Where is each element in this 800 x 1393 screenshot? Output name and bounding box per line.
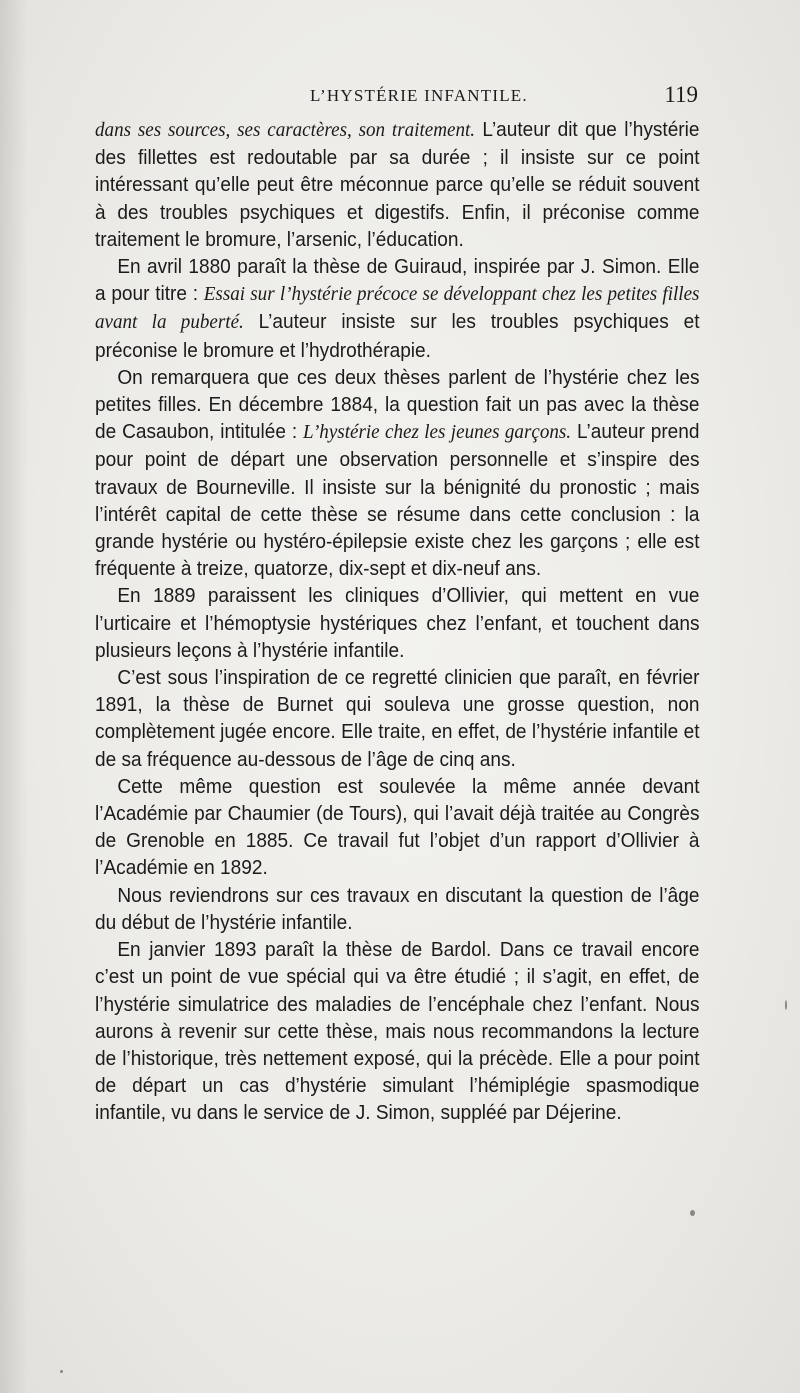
paragraph bbox=[95, 582, 700, 664]
paragraph bbox=[95, 253, 700, 364]
paper-speck bbox=[60, 1370, 63, 1373]
text-run: En 1889 paraissent les cliniques d’Ollivier, qui mettent en vue l’urticaire et l’hémoptysie hystériques chez l’enfant, et touchent dans plusieurs leçons à l’hystérie infantile. bbox=[95, 584, 700, 662]
text-run: L’auteur prend pour point de départ une observation personnelle et s’inspire des travaux de Bourneville. Il insiste sur la bénignité du pronostic ; mais l’intérêt capital de cette thèse se résume dans cette conclusion : la grande hystérie ou hystéro-épilepsie existe chez les garçons ; elle est fréquente à treize, quatorze, dix-sept et dix-neuf ans. bbox=[95, 420, 700, 581]
text-run: L’auteur insiste sur les troubles psychiques et préconise le bromure et l’hydrothérapie. bbox=[95, 310, 700, 362]
running-header bbox=[95, 82, 700, 112]
paper-speck bbox=[690, 1210, 695, 1216]
paragraph bbox=[95, 773, 700, 882]
italic-text-run: Essai sur l’hystérie précoce se développant chez les petites filles avant la puberté. bbox=[95, 283, 700, 334]
paragraph bbox=[95, 664, 700, 773]
text-run: En janvier 1893 paraît la thèse de Bardol. Dans ce travail encore c’est un point de vue spécial qui va être étudié ; il s’agit, en effet, de l’hystérie simulatrice des maladies de l’encéphale chez l’enfant. Nous aurons à revenir sur cette thèse, mais nous recommandons la lecture de l’historique, très nettement exposé, qui la précède. Elle a pour point de départ un cas d’hystérie simulant l’hémiplégie spasmodique infantile, vu dans le service de J. Simon, suppléé par Déjerine. bbox=[95, 938, 700, 1125]
body-text bbox=[95, 116, 700, 1127]
page-gutter-shadow bbox=[0, 0, 28, 1393]
italic-text-run: dans ses sources, ses caractères, son traitement. bbox=[95, 119, 476, 141]
text-run: En avril 1880 paraît la thèse de Guiraud, inspirée par J. Simon. Elle a pour titre : bbox=[95, 255, 700, 306]
text-run: L’auteur dit que l’hystérie des fillettes est redoutable par sa durée ; il insiste sur ce point intéressant qu’elle peut être méconnue parce qu’elle se réduit souvent à des troubles psychiques et digestifs. Enfin, il préconise comme traitement le bromure, l’arsenic, l’éducation. bbox=[95, 118, 700, 251]
italic-text-run: L’hystérie chez les jeunes garçons. bbox=[303, 421, 572, 444]
text-run: On remarquera que ces deux thèses parlent de l’hystérie chez les petites filles. En décembre 1884, la question fait un pas avec la thèse de Casaubon, intitulée : bbox=[95, 365, 700, 444]
paragraph bbox=[95, 936, 700, 1126]
text-run: Cette même question est soulevée la même année devant l’Académie par Chaumier (de Tours), qui l’avait déjà traitée au Congrès de Grenoble en 1885. Ce travail fut l’objet d’un rapport d’Ollivier à l’Académie en 1892. bbox=[95, 774, 700, 880]
paragraph bbox=[95, 116, 700, 253]
page-number: 119 bbox=[664, 82, 698, 107]
paragraph bbox=[95, 882, 700, 936]
paragraph bbox=[95, 364, 700, 583]
text-run: Nous reviendrons sur ces travaux en discutant la question de l’âge du début de l’hystérie infantile. bbox=[95, 883, 700, 934]
text-run: C’est sous l’inspiration de ce regretté clinicien que paraît, en février 1891, la thèse de Burnet qui souleva une grosse question, non complètement jugée encore. Elle traite, en effet, de l’hystérie infantile et de sa fréquence au-dessous de l’âge de cinq ans. bbox=[95, 666, 700, 771]
running-title: L’HYSTÉRIE INFANTILE. bbox=[310, 86, 528, 105]
paper-speck bbox=[785, 1000, 787, 1010]
